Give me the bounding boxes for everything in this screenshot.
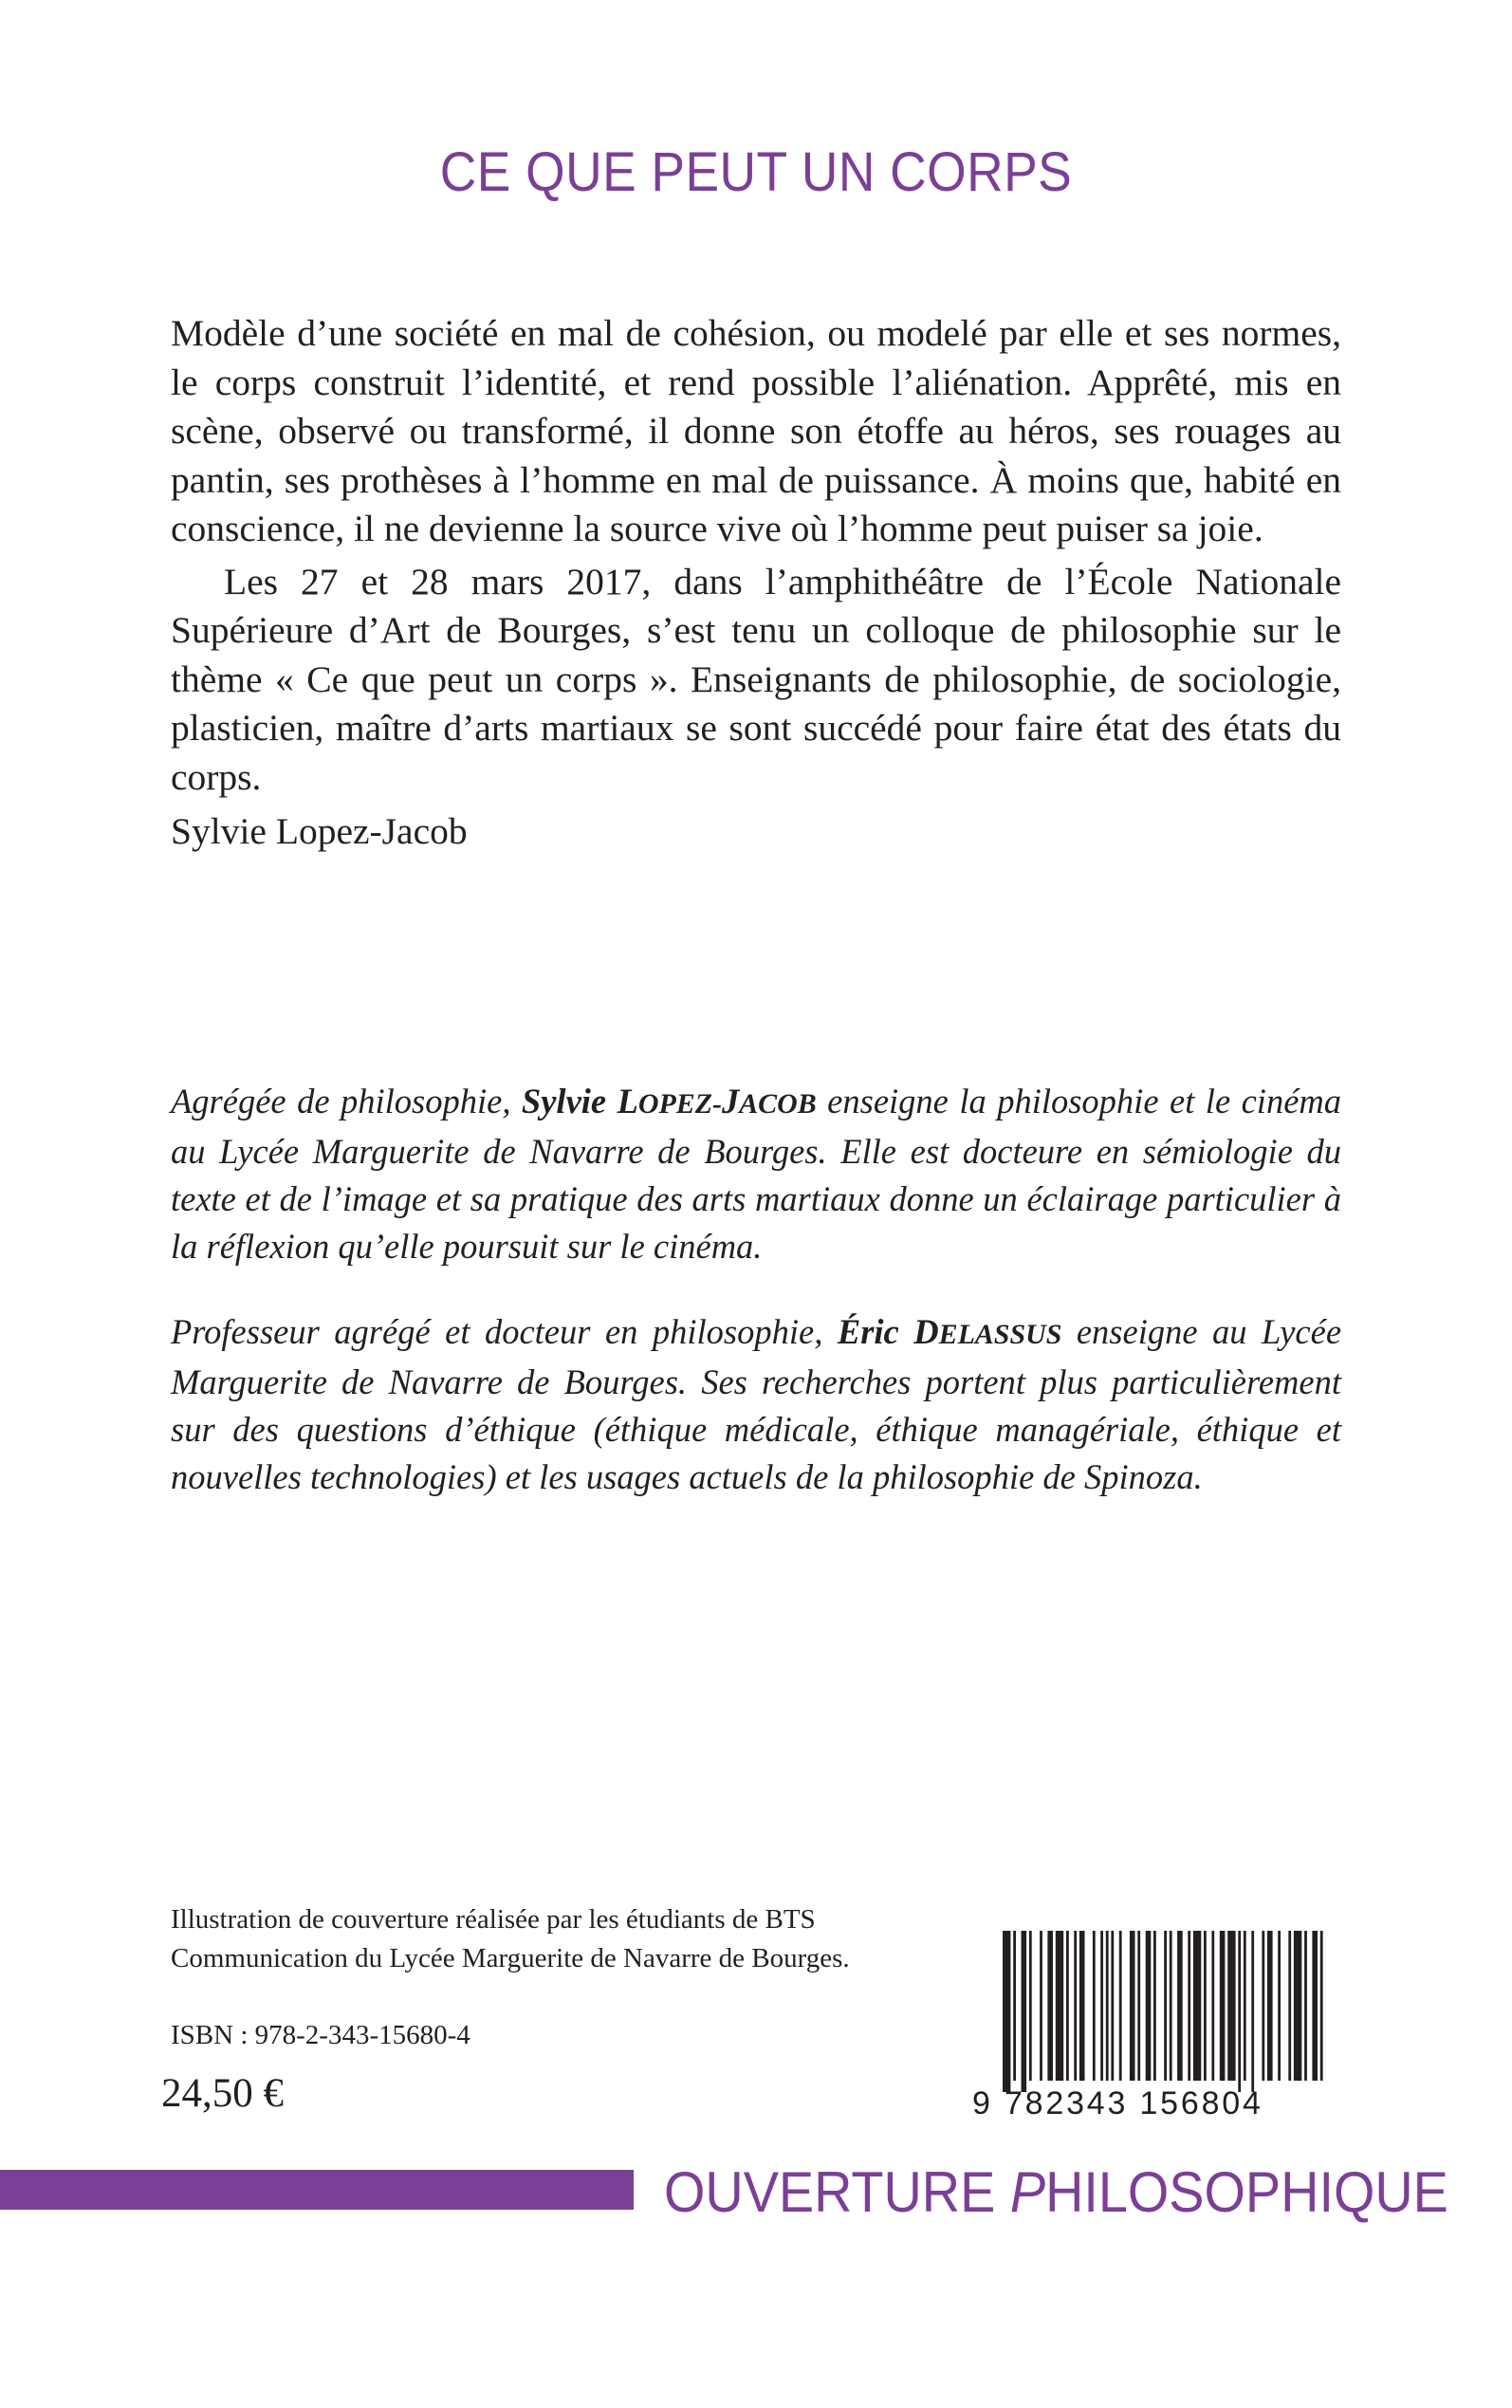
barcode-bar [1278,1931,1281,2081]
barcode-bar [1220,1931,1226,2081]
barcode-bar [1074,1931,1077,2081]
barcode-bar [1294,1931,1301,2081]
barcode-bar [1288,1931,1291,2081]
barcode-bar [1066,1931,1069,2081]
barcode-bar [1106,1931,1109,2081]
book-title: CE QUE PEUT UN CORPS [439,141,1073,203]
barcode-bar [1204,1931,1207,2081]
author-bio-delassus [171,1308,1341,1501]
barcode-bar [1079,1931,1085,2081]
barcode-bar [1267,1931,1273,2081]
barcode-bar [1312,1931,1318,2081]
bio2-text: enseigne au Lycée Marguerite de Navarre de Bourges. Ses recherches portent plus particulièrement sur des questions d’éthique (éthique médicale, éthique managériale, éthique et nouvelles technologies) et les usages actuels de la philosophie de Spinoza. [171,1312,1342,1496]
barcode-bar [1146,1931,1152,2081]
bio1-prefix: Agrégée de philosophie, [171,1082,511,1121]
barcode-bar [1304,1931,1307,2081]
barcode-bar [1170,1931,1172,2081]
barcode-bar [1320,1931,1323,2081]
barcode-bar [1227,1931,1235,2081]
barcode-bar [1211,1931,1214,2081]
series-name: OUVERTURE PHILOSOPHIQUE [664,2160,1448,2224]
barcode-bars [972,1931,1340,2092]
blurb-paragraph-1: Modèle d’une société en mal de cohésion, ou modelé par elle et ses normes, le corps construit l’identité, et rend possible l’aliénation. Apprêté, mis en scène, observé ou transformé, il donne son étoffe au héros, ses rouages au pantin, ses prothèses à l’homme en mal de puissance. À moins que, habité en conscience, il ne devienne la source vive où l’homme peut puiser sa joie. [171,312,1341,549]
barcode-bar [1056,1931,1063,2081]
barcode-bar [1013,1931,1016,2081]
blurb-paragraph-2: Les 27 et 28 mars 2017, dans l’amphithéâtre de l’École Nationale Supérieure d’Art de Bourges, s’est tenu un colloque de philosophie sur le thème « Ce que peut un corps ». Enseignants de philosophie, de sociologie, plasticien, maître d’arts martiaux se sont succédé pour faire état des états du corps. [171,560,1341,798]
bio2-prefix: Professeur agrégé et docteur en philosophie, [171,1312,823,1351]
barcode-digits: 9 782343 156804 [972,2085,1263,2121]
barcode-bar [1130,1931,1135,2081]
bio1-author-name: Sylvie LOPEZ-JACOB [521,1082,817,1121]
barcode-bar [1251,1931,1254,2092]
barcode-bar [1029,1931,1032,2081]
barcode-bar [1153,1931,1156,2081]
cover-illustration-credit: Illustration de couverture réalisée par les étudiants de BTS Communication du Lycée Marguerite de Navarre de Bourges. [171,1904,850,1973]
barcode-bar [1119,1931,1122,2081]
barcode-bar [1022,1931,1027,2092]
barcode-bar [1093,1931,1096,2081]
barcode-bar [1193,1931,1201,2081]
isbn: ISBN : 978-2-343-15680-4 [171,2020,470,2050]
author-bio-lopez-jacob [171,1078,1341,1270]
bio2-author-name: Éric DELASSUS [837,1312,1062,1351]
bio1-text: enseigne la philosophie et le cinéma au Lycée Marguerite de Navarre de Bourges. Elle est docteure en sémiologie du texte et de l’image et sa pratique des arts martiaux donne un éclairage particulier à la réflexion qu’elle poursuit sur le cinéma. [171,1082,1342,1266]
barcode-bar [1040,1931,1042,2081]
barcode-bar [1100,1931,1103,2081]
blurb-signature: Sylvie Lopez-Jacob [171,810,468,852]
barcode-bar [1164,1931,1167,2081]
barcode-bar [1262,1931,1264,2081]
barcode-bar [1047,1931,1053,2081]
barcode-bar [1137,1931,1140,2081]
barcode-bar [1244,1931,1246,2081]
barcode-bar [1003,1931,1010,2092]
price: 24,50 € [161,2071,284,2116]
series-accent-bar [0,2170,634,2210]
barcode-bar [1188,1931,1190,2081]
barcode-bar [1238,1931,1241,2092]
barcode-bar [1177,1931,1183,2081]
barcode-bar [1111,1931,1114,2081]
back-cover-blurb [171,309,1341,857]
